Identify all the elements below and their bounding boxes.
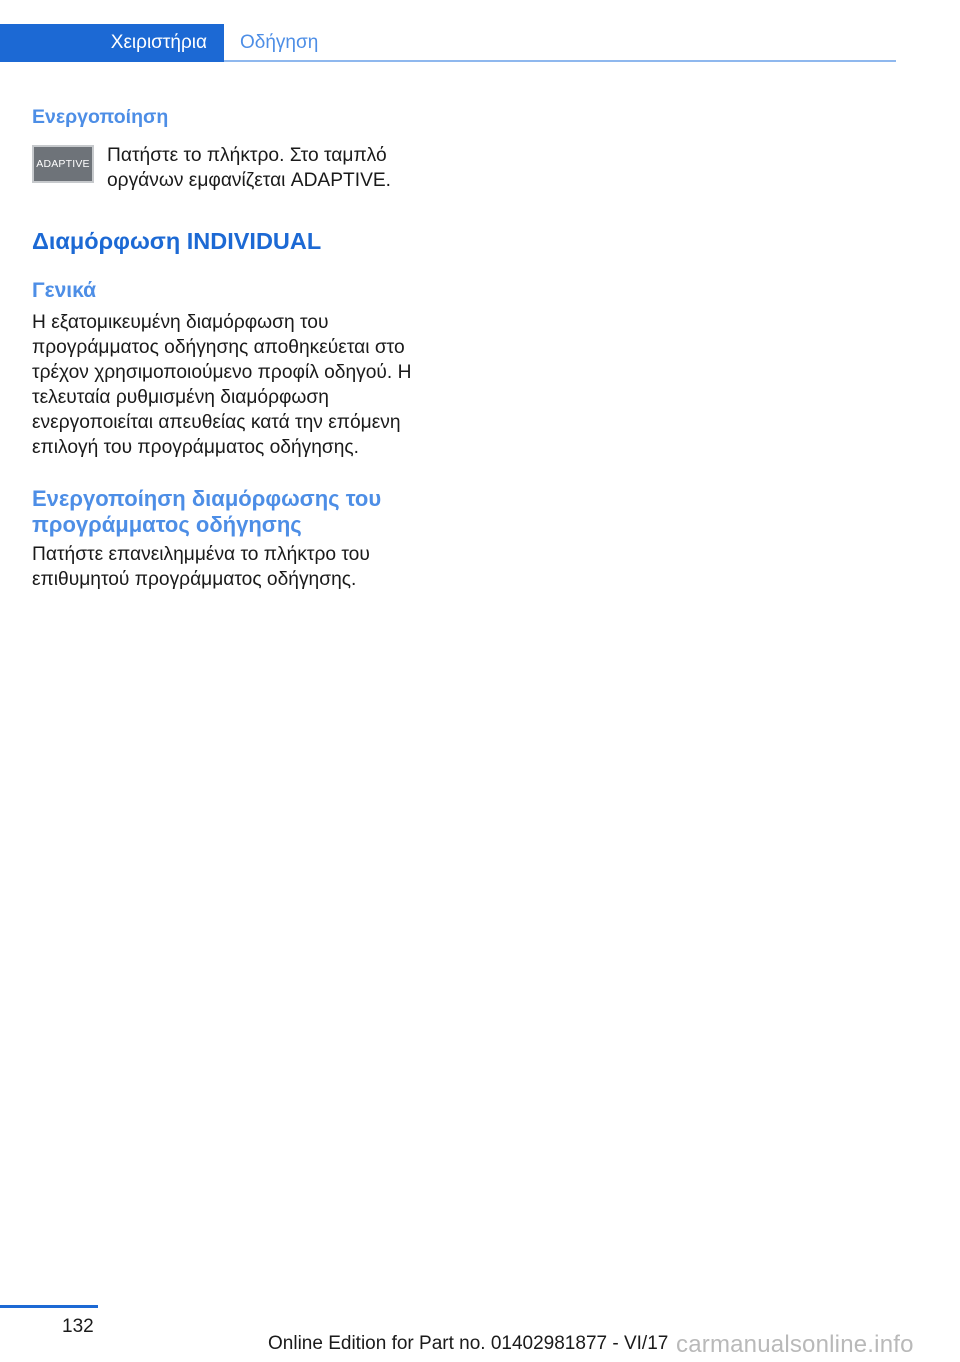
activation-heading: Ενεργοποίηση xyxy=(32,106,169,128)
general-heading: Γενικά xyxy=(32,279,97,302)
tab-controls[interactable]: Χειριστήρια xyxy=(0,24,224,62)
individual-heading: Διαμόρφωση INDIVIDUAL xyxy=(32,228,322,254)
page-number: 132 xyxy=(62,1316,94,1337)
edition-text: Online Edition for Part no. 01402981877 - VI/17 xyxy=(268,1333,669,1354)
general-text: Η εξατομικευμένη διαμόρφωση του προγράμματος οδήγησης αποθηκεύεται στο τρέχον χρησιμοποιούμενο προφίλ οδηγού. Η τελευταία ρυθμισμένη διαμόρφωση ενεργοποιείται απευθείας κατά την επόμενη επιλογή του προγράμματος οδήγησης. xyxy=(32,312,412,458)
activate-config-heading: Ενεργοποίηση διαμόρφωσης του προγράμματος οδήγησης xyxy=(32,486,382,537)
activate-config-text: Πατήστε επανειλημμένα το πλήκτρο του επιθυμητού προγράμματος οδήγησης. xyxy=(32,544,370,590)
footer-rule xyxy=(0,1305,98,1308)
watermark: carmanualsonline.info xyxy=(676,1331,914,1358)
activation-text: Πατήστε το πλήκτρο. Στο ταμπλό οργάνων εμφανίζεται ADAPTIVE. xyxy=(107,145,392,191)
page-header xyxy=(0,24,896,62)
adaptive-button-icon: ADAPTIVE xyxy=(32,145,94,183)
header-rule xyxy=(224,60,896,62)
tab-driving[interactable]: Οδήγηση xyxy=(240,32,319,53)
